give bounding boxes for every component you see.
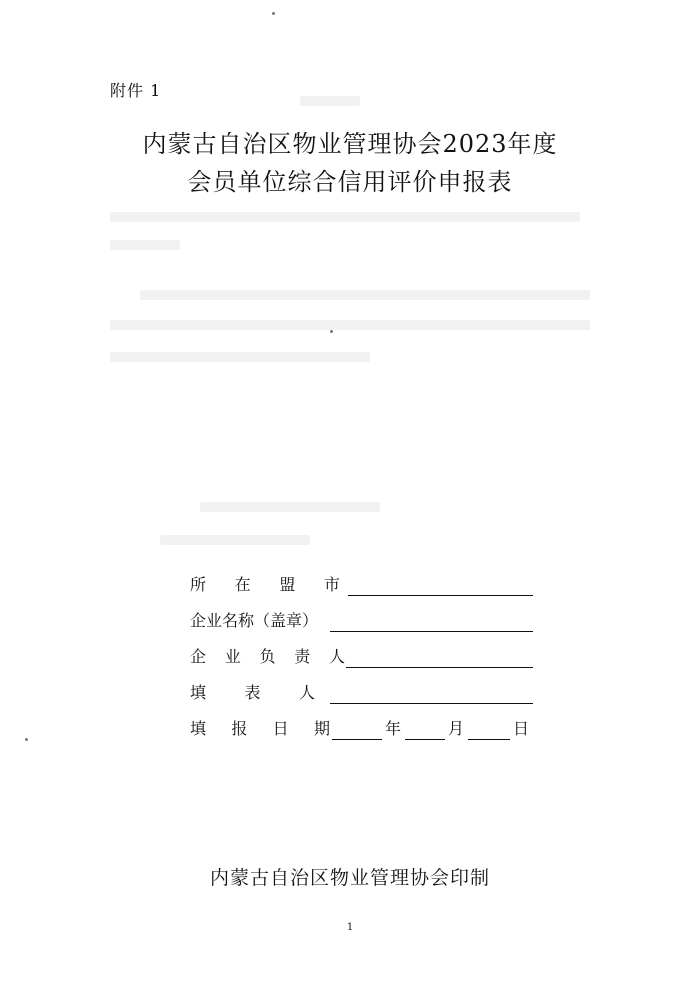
- month-field[interactable]: [405, 739, 445, 740]
- attachment-label: 附件 1: [110, 81, 162, 100]
- company-name-field[interactable]: [330, 631, 533, 632]
- scan-speck: [330, 330, 333, 333]
- application-form: [190, 565, 540, 745]
- form-row-filler: [190, 673, 540, 709]
- show-through-mark: [110, 240, 180, 250]
- form-row-date: [190, 709, 540, 745]
- year-field[interactable]: [332, 739, 382, 740]
- form-row-leader: [190, 637, 540, 673]
- document-title-line-2: 会员单位综合信用评价申报表: [187, 168, 513, 196]
- issuer-footer: 内蒙古自治区物业管理协会印制: [209, 867, 490, 889]
- show-through-mark: [140, 290, 590, 300]
- document-title-line-1: 内蒙古自治区物业管理协会2023年度: [142, 130, 558, 158]
- date-label: 填 报 日 期: [190, 719, 330, 738]
- show-through-mark: [110, 212, 580, 222]
- form-row-company: [190, 601, 540, 637]
- form-row-city: [190, 565, 540, 601]
- leader-label: 企 业 负 责 人: [190, 647, 345, 666]
- scan-speck: [272, 12, 275, 15]
- day-field[interactable]: [468, 739, 510, 740]
- show-through-mark: [200, 502, 380, 512]
- city-label: 所 在 盟 市: [190, 575, 340, 594]
- page-number: 1: [346, 922, 354, 933]
- show-through-mark: [300, 96, 360, 106]
- leader-field[interactable]: [346, 667, 533, 668]
- show-through-mark: [160, 535, 310, 545]
- year-label: 年: [385, 719, 402, 738]
- month-label: 月: [448, 719, 465, 738]
- show-through-mark: [110, 352, 370, 362]
- show-through-mark: [110, 320, 590, 330]
- city-field[interactable]: [348, 595, 533, 596]
- filler-field[interactable]: [330, 703, 533, 704]
- company-label: 企业名称（盖章）: [190, 611, 319, 630]
- day-label: 日: [513, 719, 530, 738]
- scan-speck: [25, 738, 28, 741]
- filler-label: 填 表 人: [190, 683, 315, 702]
